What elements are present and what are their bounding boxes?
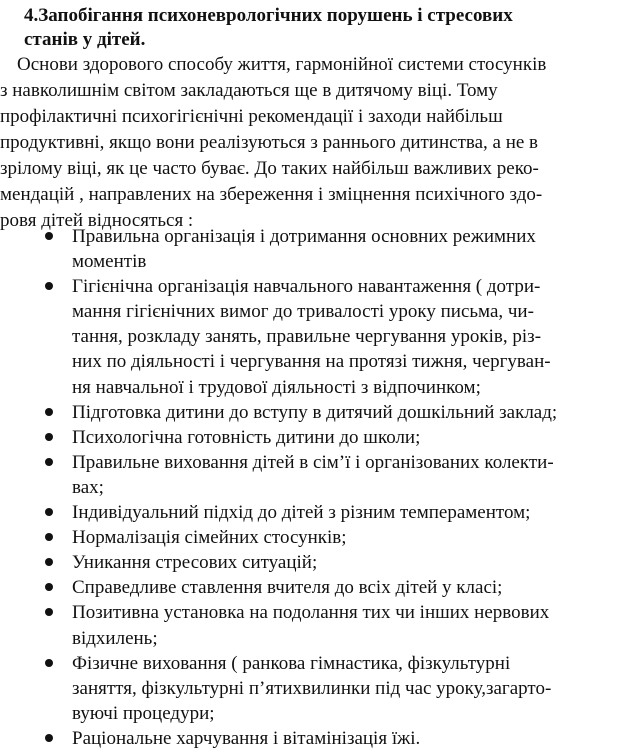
list-item (0, 575, 624, 600)
list-item (0, 450, 624, 500)
intro-line: профілактичні психогігієнічні рекомендації і заходи найбільш (0, 106, 503, 127)
list-item (0, 224, 624, 274)
list-item-line: вах; (72, 476, 104, 498)
bullet-icon (45, 408, 53, 416)
intro-line: ровя дітей відносяться : (0, 210, 194, 231)
intro-line: продуктивні, якщо вони реалізуються з раннього дитинства, а не в (0, 132, 539, 153)
list-item-line: Гігієнічна організація навчального навантаження ( дотри- (72, 276, 541, 298)
list-item-line: відхилень; (72, 627, 158, 649)
list-item-line: тання, розкладу занять, правильне чергування уроків, різ- (72, 326, 542, 348)
bullet-icon (45, 232, 53, 240)
list-item-line: Раціональне харчування і вітамінізація їжі. (72, 727, 421, 749)
list-item-line: моментів (72, 251, 147, 273)
list-item (0, 500, 624, 525)
list-item-line: Психологічна готовність дитини до школи; (72, 426, 421, 448)
bullet-icon (45, 608, 53, 616)
bullet-icon (45, 458, 53, 466)
list-item-line: мання гігієнічних вимог до тривалості уроку письма, чи- (72, 301, 534, 323)
list-item-line: Нормалізація сімейних стосунків; (72, 527, 347, 549)
bullet-icon (45, 583, 53, 591)
bullet-icon (45, 533, 53, 541)
list-item (0, 651, 624, 726)
list-item-line: Підготовка дитини до вступу в дитячий дошкільний заклад; (72, 401, 558, 423)
intro-line: зрілому віці, як це часто буває. До таких найбільш важливих реко- (0, 158, 539, 179)
bullet-icon (45, 282, 53, 290)
list-item-line: Правильне виховання дітей в сім’ї і організованих колекти- (72, 451, 554, 473)
section-heading (24, 4, 614, 52)
list-item-line: Уникання стресових ситуацій; (72, 552, 318, 574)
list-item-line: Індивідуальний підхід до дітей з різним темпераментом; (72, 502, 531, 524)
list-item-line: заняття, фізкультурні п’ятихвилинки під час уроку,загарто- (72, 677, 552, 699)
recommendations-list (0, 224, 624, 751)
list-item (0, 550, 624, 575)
intro-line: Основи здорового способу життя, гармонійної системи стосунків (17, 54, 547, 75)
list-item (0, 274, 624, 399)
intro-line: мендацій , направлених на збереження і зміцнення психічного здо- (0, 184, 543, 205)
list-item-line: вуючі процедури; (72, 702, 215, 724)
list-item (0, 400, 624, 425)
list-item-line: Фізичне виховання ( ранкова гімнастика, фізкультурні (72, 652, 511, 674)
bullet-icon (45, 659, 53, 667)
bullet-icon (45, 508, 53, 516)
list-item (0, 600, 624, 650)
list-item-line: ня навчальної і трудової діяльності з відпочинком; (72, 376, 481, 398)
bullet-icon (45, 433, 53, 441)
intro-line: з навколишнім світом закладаються ще в дитячому віці. Тому (0, 80, 498, 101)
list-item-line: Справедливе ставлення вчителя до всіх дітей у класі; (72, 577, 503, 599)
list-item-line: них по діяльності і чергування на протязі тижня, чергуван- (72, 351, 551, 373)
list-item-line: Правильна організація і дотримання основних режимних (72, 226, 536, 247)
bullet-icon (45, 558, 53, 566)
list-item (0, 726, 624, 751)
heading-line: станів у дітей. (24, 29, 146, 50)
intro-paragraph (0, 52, 618, 234)
bullet-icon (45, 734, 53, 742)
list-item-line: Позитивна установка на подолання тих чи інших нервових (72, 602, 550, 624)
list-item (0, 425, 624, 450)
heading-line: 4.Запобігання психоневрологічних порушень і стресових (24, 5, 513, 26)
list-item (0, 525, 624, 550)
